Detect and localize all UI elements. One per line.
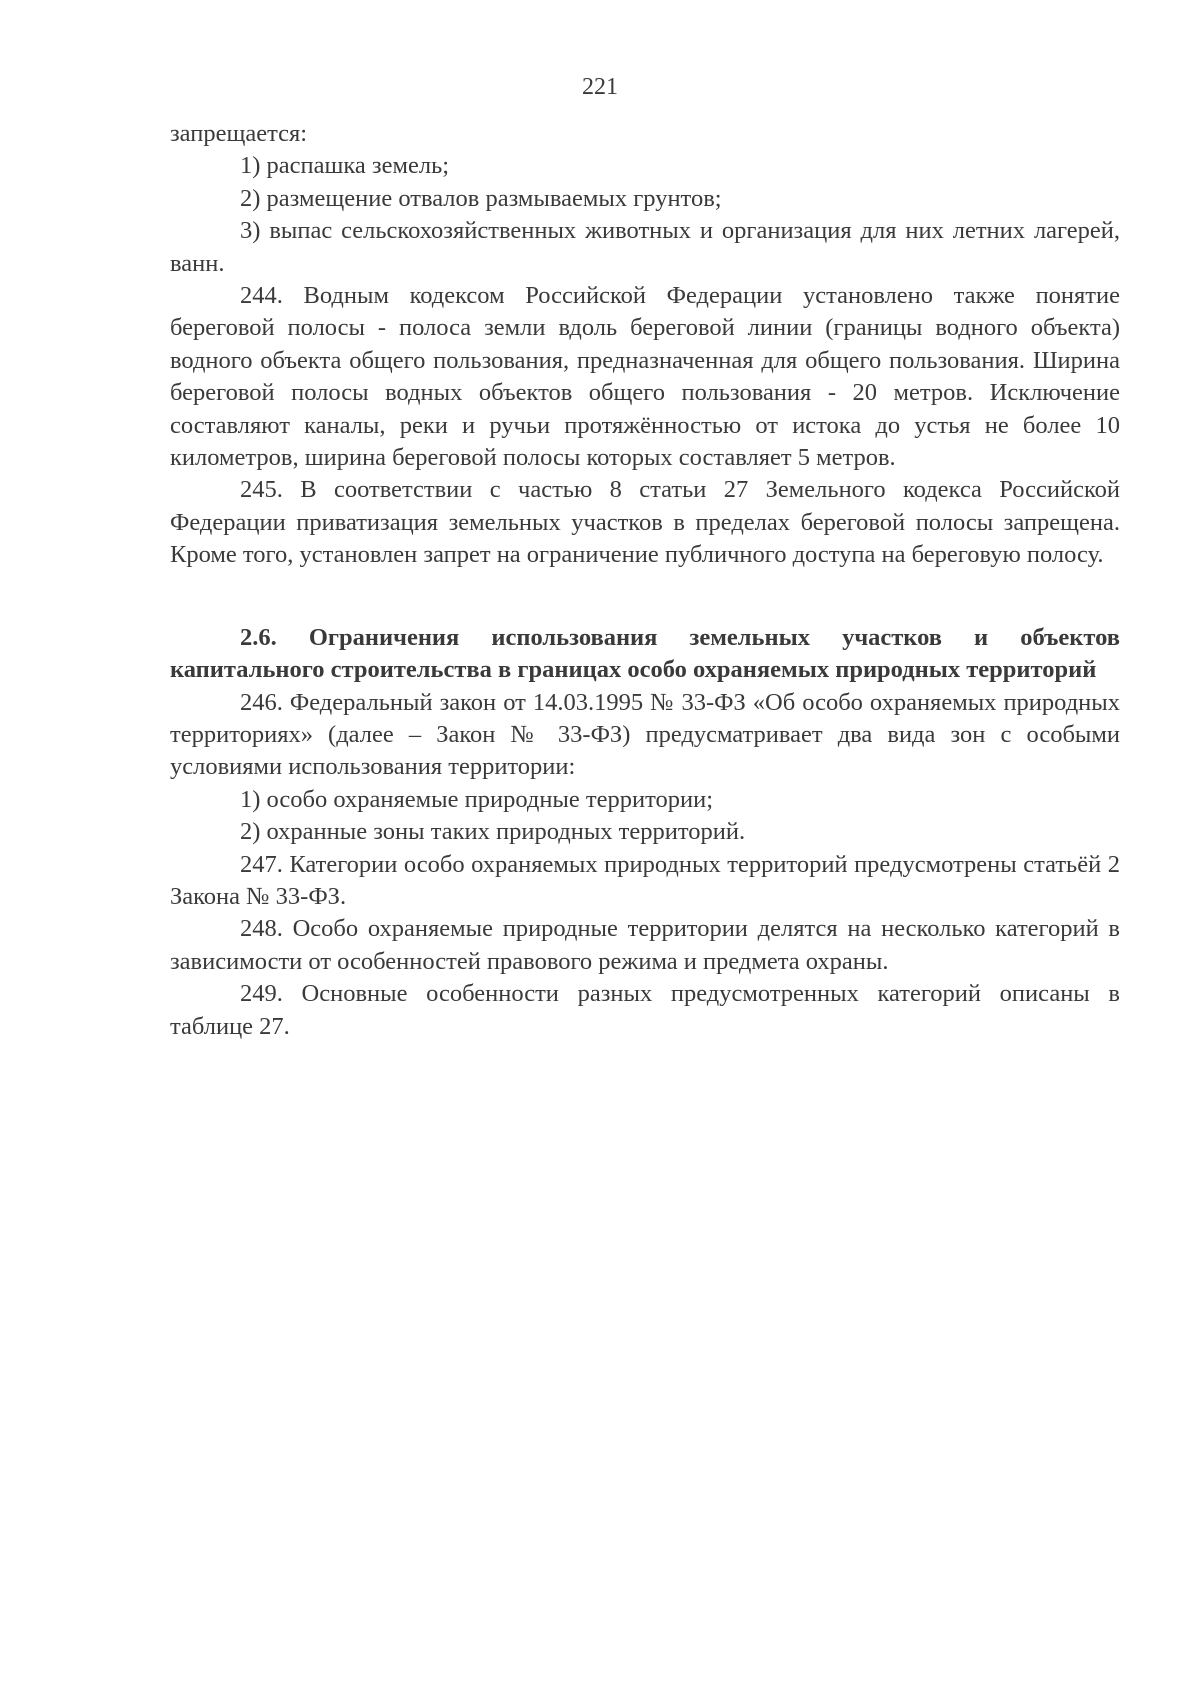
list-intro: запрещается: bbox=[170, 120, 308, 147]
paragraph-246: 246. Федеральный закон от 14.03.1995 № 33-ФЗ «Об особо охраняемых природных территориях» (далее – Закон № 33-ФЗ) предусматривает два вида зон с особыми условиями использования территории: bbox=[170, 688, 1120, 781]
list-item: 1) особо охраняемые природные территории; bbox=[240, 785, 714, 813]
paragraph-245: 245. В соответствии с частью 8 статьи 27 Земельного кодекса Российской Федерации приватизация земельных участков в пределах береговой полосы запрещена. Кроме того, установлен запрет на ограничение публичного доступа на береговую полосу. bbox=[170, 476, 1120, 569]
list-item: 3) выпас сельскохозяйственных животных и организация для них летних лагерей, ванн. bbox=[170, 217, 1120, 277]
list-item: 1) распашка земель; bbox=[240, 152, 450, 180]
paragraph-248: 248. Особо охраняемые природные территории делятся на несколько категорий в зависимости от особенностей правового режима и предмета охраны. bbox=[170, 915, 1120, 975]
list-item: 2) охранные зоны таких природных территорий. bbox=[240, 818, 746, 846]
paragraph-247: 247. Категории особо охраняемых природных территорий предусмотрены статьёй 2 Закона № 33-ФЗ. bbox=[170, 850, 1120, 910]
list-item: 2) размещение отвалов размываемых грунтов; bbox=[240, 184, 722, 212]
document-body bbox=[170, 118, 1120, 1043]
paragraph-249: 249. Основные особенности разных предусмотренных категорий описаны в таблице 27. bbox=[170, 980, 1120, 1040]
paragraph-244: 244. Водным кодексом Российской Федерации установлено также понятие береговой полосы - полоса земли вдоль береговой линии (границы водного объекта) водного объекта общего пользования, предназначенная для общего пользования. Ширина береговой полосы водных объектов общего пользования - 20 метров. Исключение составляют каналы, реки и ручьи протяжённостью от истока до устья не более 10 километров, ширина береговой полосы которых составляет 5 метров. bbox=[170, 282, 1120, 472]
section-heading: 2.6. Ограничения использования земельных участков и объектов капитального строительства в границах особо охраняемых природных территорий bbox=[170, 623, 1120, 684]
section-spacer bbox=[170, 572, 1120, 598]
page-number: 221 bbox=[582, 74, 618, 100]
